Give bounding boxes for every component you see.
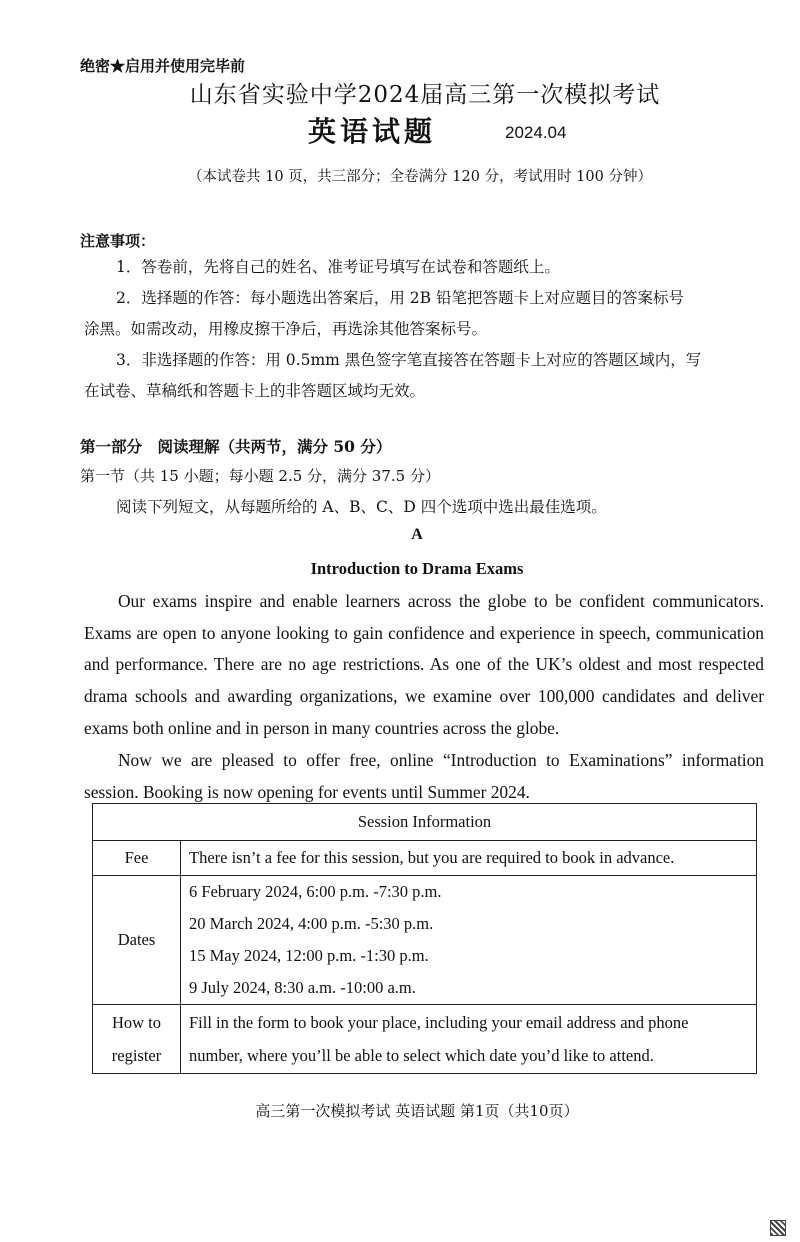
date-item: 15 May 2024, 12:00 p.m. -1:30 p.m. xyxy=(189,946,429,965)
section-title: 第一节（共 15 小题；每小题 2.5 分，满分 37.5 分） xyxy=(80,467,440,485)
part-title: 第一部分 阅读理解（共两节，满分 50 分） xyxy=(80,437,392,456)
directions: 阅读下列短文，从每题所给的 A、B、C、D 四个选项中选出最佳选项。 xyxy=(116,498,607,516)
confidential-label: 绝密★启用并使用完毕前 xyxy=(80,57,246,75)
dates-label: Dates xyxy=(93,876,181,1005)
date-item: 6 February 2024, 6:00 p.m. -7:30 p.m. xyxy=(189,882,442,901)
register-label-line-1: How to xyxy=(111,1013,162,1032)
register-line-2: number, where you’ll be able to select which date you’d like to attend. xyxy=(189,1046,654,1065)
register-label xyxy=(93,1005,181,1074)
note-2: 2．选择题的作答：每小题选出答案后，用 2B 铅笔把答题卡上对应题目的答案标号 xyxy=(116,289,684,307)
dates-cell xyxy=(181,876,757,1005)
table-row xyxy=(93,841,757,876)
page-footer: 高三第一次模拟考试 英语试题 第1页（共10页） xyxy=(255,1102,579,1120)
date-item: 20 March 2024, 4:00 p.m. -5:30 p.m. xyxy=(189,914,434,933)
register-label-line-2: register xyxy=(111,1046,162,1065)
subject-title: 英语试题 xyxy=(308,115,437,148)
exam-instructions: （本试卷共 10 页，共三部分；全卷满分 120 分，考试用时 100 分钟） xyxy=(188,169,652,185)
date-item: 9 July 2024, 8:30 a.m. -10:00 a.m. xyxy=(189,978,416,997)
qr-code-icon xyxy=(770,1220,786,1236)
exam-date: 2024.04 xyxy=(505,123,567,142)
fee-label: Fee xyxy=(93,841,181,876)
passage-paragraph-1: Our exams inspire and enable learners across the globe to be confident communicators. Exams are open to anyone looking to gain confidence and experience in speech, communication and performance. There are no age restrictions. As one of the UK’s oldest and most respected drama schools and awarding organizations, we examine over 100,000 candidates and deliver exams both online and in person in many countries across the globe. xyxy=(84,591,764,738)
note-3-cont: 在试卷、草稿纸和答题卡上的非答题区域均无效。 xyxy=(84,382,426,400)
notes-title: 注意事项： xyxy=(80,232,156,250)
note-1: 1．答卷前，先将自己的姓名、准考证号填写在试卷和答题纸上。 xyxy=(116,258,560,276)
table-header: Session Information xyxy=(93,804,757,841)
table-row xyxy=(93,1005,757,1074)
passage-title: Introduction to Drama Exams xyxy=(310,559,524,578)
note-2-cont: 涂黑。如需改动，用橡皮擦干净后，再选涂其他答案标号。 xyxy=(84,320,488,338)
register-cell xyxy=(181,1005,757,1074)
passage-paragraph-2: Now we are pleased to offer free, online “Introduction to Examinations” information session. Booking is now opening for events until Summer 2024. xyxy=(84,750,764,802)
passage-letter: A xyxy=(411,526,423,543)
session-info-table xyxy=(92,803,757,1074)
register-line-1: Fill in the form to book your place, including your email address and phone xyxy=(189,1013,689,1032)
table-row xyxy=(93,876,757,1005)
exam-title: 山东省实验中学2024届高三第一次模拟考试 xyxy=(189,82,661,108)
fee-value: There isn’t a fee for this session, but you are required to book in advance. xyxy=(181,841,757,876)
note-3: 3．非选择题的作答：用 0.5mm 黑色签字笔直接答在答题卡上对应的答题区域内，写 xyxy=(116,351,702,369)
